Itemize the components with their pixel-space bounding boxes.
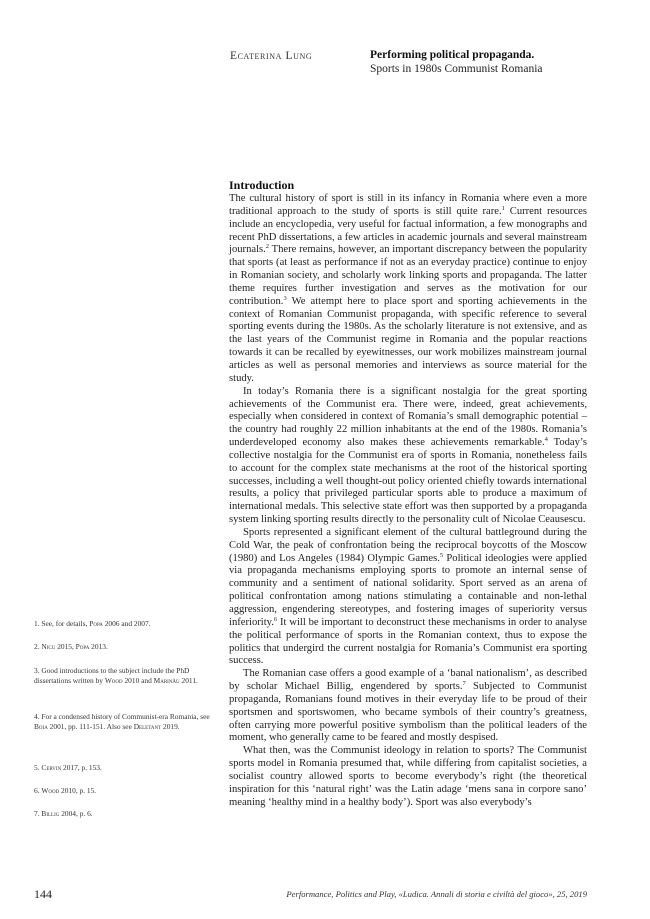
text-run: Political ideologies were applied via propaganda mechanisms employing sports to promote an internal sense of community and a sentiment of national solidarity. Sport served as an arena of political confrontation among nations stimulating a containable and non-lethal aggression, engendering stereotypes, and fostering images of superiority versus inferiority. [229, 552, 587, 628]
article-title: Performing political propaganda. [370, 49, 535, 61]
footnote-ref-4[interactable]: 4 [544, 436, 548, 444]
footnote-6: 6. Wood 2010, p. 15. [34, 786, 97, 795]
footnote-ref-6[interactable]: 6 [273, 615, 278, 623]
paragraph-1 [229, 193, 587, 386]
running-head-author: Ecaterina Lung [230, 50, 313, 62]
footnote-1: 1. See, for details, Popa 2006 and 2007. [34, 619, 151, 628]
article-subtitle: Sports in 1980s Communist Romania [370, 63, 543, 75]
footnote-ref-5[interactable]: 5 [439, 551, 444, 559]
section-heading: Introduction [229, 178, 295, 192]
paragraph-2 [229, 386, 587, 527]
text-run: It will be important to deconstruct these mechanisms in order to analyse the political performance of sports in the Romanian context, thus to expose the politics that undergird the current nostalgia for Romania’s Communist era sporting success. [229, 616, 587, 667]
text-run: There remains, however, an important discrepancy between the popularity that sports (at least as performance if not as an everyday practice) continue to enjoy in Romanian society, and scholarly work linking sports and propaganda. The latter theme requires further investigation and serves as the motivation for our contribution. [229, 244, 587, 307]
body-text [229, 193, 587, 810]
footnote-2: 2. Nicu 2015, Popa 2013. [34, 642, 108, 651]
text-run: The cultural history of sport is still in its infancy in Romania where even a more traditional approach to the study of sports is still quite rare. [229, 193, 587, 217]
text-run: Today’s collective nostalgia for the Communist era of sports in Romania, nonetheless fails to account for the complex state mechanisms at the root of the historical sporting successes, including a well thought-out policy oriented chiefly towards international results, a policy that privileged particular sports able to produce a maximum of international medals. This selective state effort was then supported by a propaganda system linking sporting results directly to the personality cult of Nicolae Ceausescu. [229, 437, 587, 526]
paragraph-3 [229, 527, 587, 668]
paragraph-4 [229, 668, 587, 745]
text-run: Current resources include an encyclopedia, very useful for factual information, a few monographs and recent PhD dissertations, a few articles in academic journals and several mainstream journals. [229, 205, 587, 256]
text-run: Sports represented a significant element of the cultural battleground during the Cold War, the peak of confrontation being the reciprocal boycotts of the Moscow (1980) and Los Angeles (1984) Olympic Games. [229, 526, 587, 564]
footnote-3: 3. Good introductions to the subject include the PhD dissertations written by Wood 2010 and Marinău 2011. [34, 666, 198, 686]
footnote-ref-2[interactable]: 2 [265, 243, 270, 251]
running-head [0, 48, 650, 88]
running-head-title-block [370, 48, 630, 76]
footnote-5: 5. Cervin 2017, p. 153. [34, 763, 102, 772]
footnote-ref-7[interactable]: 7 [462, 680, 466, 688]
footnote-4: 4. For a condensed history of Communist-era Romania, see Boia 2001, pp. 111-151. Also see Deletant 2019. [34, 712, 210, 732]
text-run: In today’s Romania there is a significant nostalgia for the great sporting achievements of the Communist era. There were, indeed, great achievements, especially when considered in context of Romania’s small demographic potential – the country had roughly 22 million inhabitants at the end of the 1980s. Romania’s underdeveloped economy also makes these achievements remarkable. [229, 385, 587, 449]
paragraph-5: What then, was the Communist ideology in relation to sports? The Communist sports model in Romania presumed that, while differing from capitalist societies, a socialist country allowed sports to become everybody’s right (the theoretical inspiration for this ‘natural right’ was the Latin adage ‘mens sana in corpore sano’ meaning ‘healthy mind in a healthy body’). Sport was also everybody’s [229, 745, 587, 808]
page-number: 144 [34, 887, 52, 901]
footnote-7: 7. Billig 2004, p. 6. [34, 809, 93, 818]
journal-citation: Performance, Politics and Play, «Ludica. Annali di storia e civiltà del gioco», 25, 2019 [286, 889, 587, 899]
text-run: The Romanian case offers a good example of a ‘banal nationalism’, as described by scholar Michael Billig, engendered by sports. [229, 668, 587, 693]
text-run: We attempt here to place sport and sporting achievements in the context of Romanian Communist propaganda, with specific reference to several sporting events during the 1980s. As the scholarly literature is not extensive, and as the last years of the Communist regime in Romania and the popular reactions towards it can be recalled by eyewitnesses, our work mobilizes mainstream journal articles as well as personal memories and interviews as source material for the study. [229, 295, 587, 384]
text-run: Subjected to Communist propaganda, Romanians found motives in their everyday life to be proud of their sportsmen and sportswomen, who became symbols of their country’s greatness, often carrying more powerful positive symbolism than the political leaders of the moment, who generally came to be feared and mostly despised. [229, 681, 587, 744]
footnote-ref-1[interactable]: 1 [501, 204, 505, 212]
footnote-ref-3[interactable]: 3 [283, 294, 287, 302]
